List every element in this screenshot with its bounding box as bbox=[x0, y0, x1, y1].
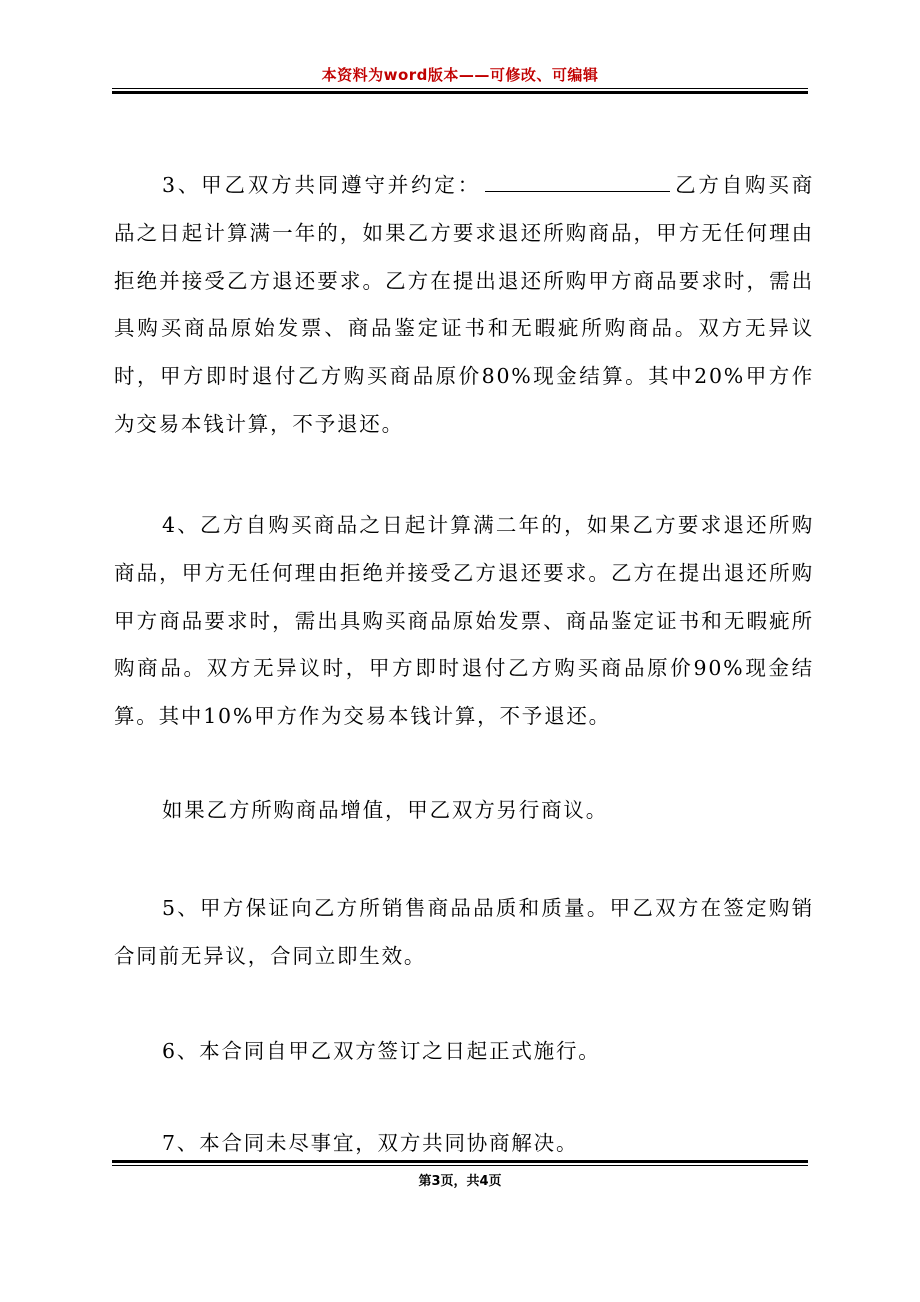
header-rule-thin bbox=[112, 88, 808, 89]
clause-3-rest: 乙方自购买商品之日起计算满一年的，如果乙方要求退还所购商品，甲方无任何理由拒绝并接受乙方退还要求。乙方在提出退还所购甲方商品要求时，需出具购买商品原始发票、商品鉴定证书和无暇疵所购商品。双方无异议时，甲方即时退付乙方购买商品原价80%现金结算。其中20%甲方作为交易本钱计算，不予退还。 bbox=[114, 173, 814, 436]
clause-4: 4、乙方自购买商品之日起计算满二年的，如果乙方要求退还所购商品，甲方无任何理由拒绝并接受乙方退还要求。乙方在提出退还所购甲方商品要求时，需出具购买商品原始发票、商品鉴定证书和无暇疵所购商品。双方无异议时，甲方即时退付乙方购买商品原价90%现金结算。其中10%甲方作为交易本钱计算，不予退还。 bbox=[114, 513, 814, 729]
footer-rule-thin bbox=[112, 1165, 808, 1166]
clause-5: 5、甲方保证向乙方所销售商品品质和质量。甲乙双方在签定购销合同前无异议，合同立即生效。 bbox=[114, 896, 814, 968]
clause-3-lead: 3、甲乙双方共同遵守并约定： bbox=[162, 173, 482, 197]
page-number: 第3页，共4页 bbox=[418, 1174, 502, 1189]
footer-rule-thick bbox=[112, 1160, 808, 1163]
clause-7: 7、本合同未尽事宜，双方共同协商解决。 bbox=[162, 1131, 579, 1155]
header-banner: 本资料为word版本——可修改、可编辑 bbox=[321, 66, 599, 84]
clause-appreciation: 如果乙方所购商品增值，甲乙双方另行商议。 bbox=[162, 798, 608, 822]
blank-line bbox=[485, 169, 670, 192]
header-rule-thick bbox=[112, 91, 808, 94]
clause-3 bbox=[114, 162, 814, 449]
clause-6: 6、本合同自甲乙双方签订之日起正式施行。 bbox=[162, 1039, 601, 1063]
